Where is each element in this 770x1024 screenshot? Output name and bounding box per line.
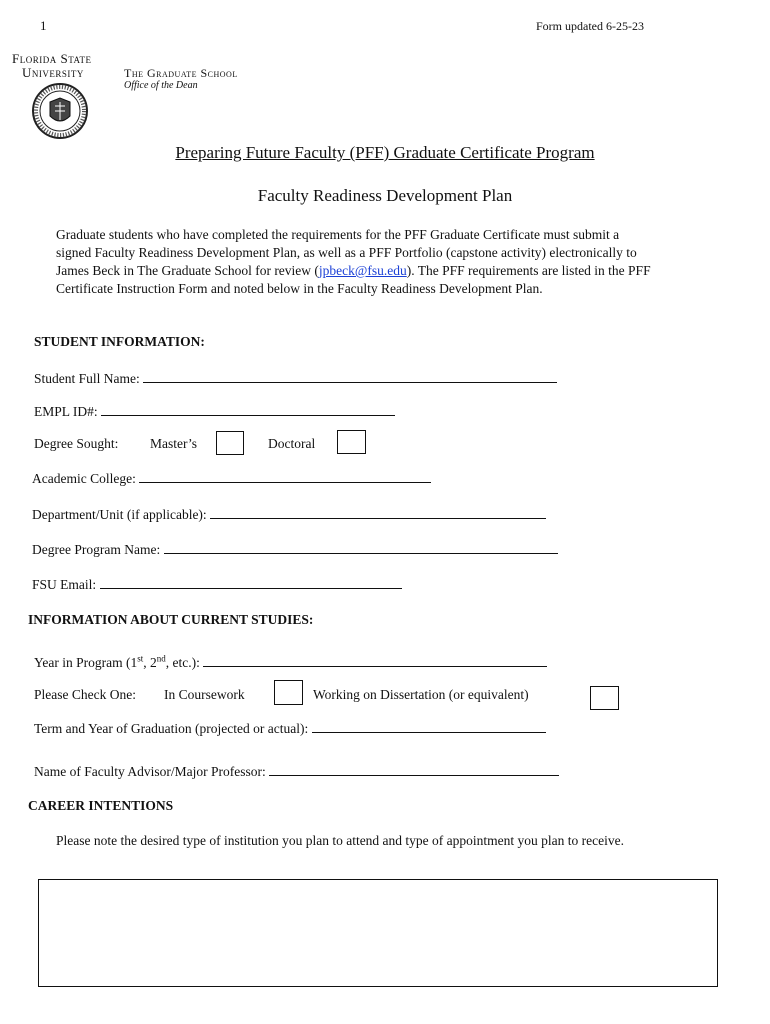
page-title [0, 143, 770, 163]
department-row [32, 506, 546, 523]
degree-program-field[interactable] [164, 541, 558, 554]
year-label [34, 655, 200, 670]
advisor-label: Name of Faculty Advisor/Major Professor: [34, 764, 266, 779]
degree-label: Degree Sought: [34, 436, 119, 451]
program-label: Degree Program Name: [32, 542, 161, 557]
student-full-name-row [34, 370, 557, 387]
term-label: Term and Year of Graduation (projected or actual): [34, 721, 309, 736]
fsu-email-field[interactable] [100, 576, 402, 589]
full-name-label: Student Full Name: [34, 371, 140, 386]
graduation-term-field[interactable] [312, 720, 546, 733]
office-name: Office of the Dean [124, 80, 198, 91]
masters-label: Master’s [150, 436, 197, 451]
career-note: Please note the desired type of institution you plan to attend and type of appointment you plan to receive. [56, 833, 624, 848]
intro-text-before: Graduate students who have completed the requirements for the PFF Graduate Certificate must submit a signed Faculty Readiness Development Plan, as well as a PFF Portfolio (capstone activity) electronically to James Beck in The Graduate School for review ( [56, 227, 637, 278]
year-in-program-row [34, 653, 547, 671]
faculty-advisor-row [34, 763, 559, 780]
year-sup-2: nd [156, 653, 166, 663]
dissertation-checkbox[interactable] [590, 686, 619, 710]
career-heading: CAREER INTENTIONS [28, 798, 174, 813]
coursework-checkbox[interactable] [274, 680, 303, 705]
faculty-advisor-field[interactable] [269, 763, 559, 776]
graduation-term-row [34, 720, 546, 737]
empl-id-field[interactable] [101, 403, 395, 416]
dissertation-label: Working on Dissertation (or equivalent) [313, 687, 529, 702]
university-wordmark [12, 52, 91, 80]
masters-checkbox[interactable] [216, 431, 244, 455]
full-name-field[interactable] [143, 370, 557, 383]
doctoral-label: Doctoral [268, 436, 316, 451]
career-intentions-textbox[interactable] [38, 879, 718, 987]
year-label-post: , etc.): [165, 654, 200, 670]
empl-id-row [34, 403, 395, 420]
college-label: Academic College: [32, 471, 136, 486]
empl-label: EMPL ID#: [34, 404, 98, 419]
intro-text-after: ). The PFF requirements are listed in the PFF Certificate Instruction Form and noted below in the Faculty Readiness Development Plan. [56, 263, 651, 296]
year-sup-1: st [137, 653, 144, 663]
university-seal-icon [28, 82, 92, 140]
school-name: The Graduate School [124, 66, 238, 80]
fsu-email-row [32, 576, 402, 593]
current-studies-heading: INFORMATION ABOUT CURRENT STUDIES: [28, 612, 314, 627]
year-label-pre: Year in Program (1 [34, 654, 138, 670]
page-title-text: Preparing Future Faculty (PFF) Graduate Certificate Program [175, 143, 595, 162]
student-info-heading: STUDENT INFORMATION: [34, 334, 205, 349]
university-line1: Florida State [12, 51, 92, 66]
doctoral-checkbox[interactable] [337, 430, 366, 454]
academic-college-row [32, 470, 431, 487]
page-number: 1 [40, 18, 47, 33]
page-subtitle: Faculty Readiness Development Plan [257, 186, 513, 205]
department-field[interactable] [210, 506, 546, 519]
academic-college-field[interactable] [139, 470, 431, 483]
degree-program-row [32, 541, 558, 558]
fsu-email-label: FSU Email: [32, 577, 97, 592]
university-line2: University [22, 65, 84, 80]
check-one-label: Please Check One: [34, 687, 136, 702]
year-label-mid: , 2 [143, 654, 157, 670]
year-in-program-field[interactable] [203, 654, 547, 667]
department-label: Department/Unit (if applicable): [32, 507, 207, 522]
email-link[interactable]: jpbeck@fsu.edu [318, 263, 407, 278]
intro-paragraph [56, 226, 656, 298]
form-updated-date: Form updated 6-25-23 [536, 19, 644, 33]
coursework-label: In Coursework [164, 687, 245, 702]
